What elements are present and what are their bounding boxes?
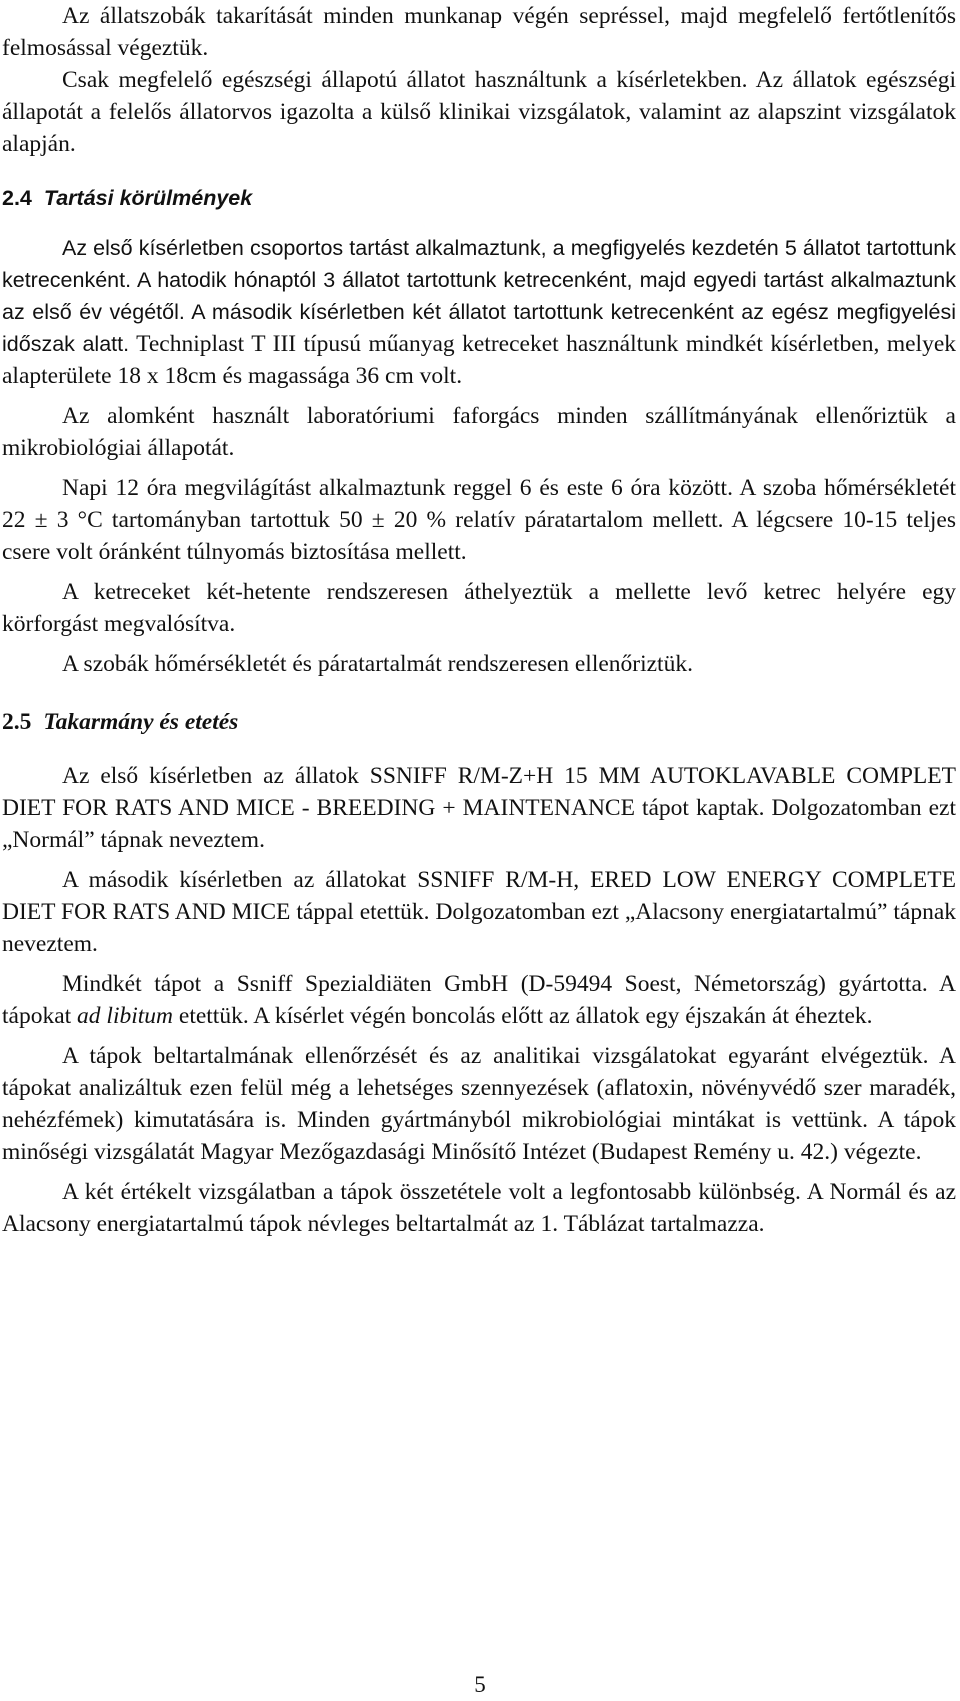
housing-text-serif: Techniplast T III típusú műanyag ketreceket használtunk mindkét kísérletben, melyek alapterülete 18 x 18cm és magassága 36 cm volt. xyxy=(2,331,956,389)
section-number: 2.5 xyxy=(2,709,32,735)
section-heading-2-5 xyxy=(2,706,956,738)
housing-text-sans: Az első kísérletben csoportos tartást alkalmaztunk, a megfigyelés kezdetén 5 állatot tartottunk ketrecenként. A hatodik hónaptól 3 állatot tartottunk ketrecenként, majd egyedi tartást alkalmaztunk az első év végétől. A második kísérletben két állatot tartottunk ketrecenként az egész megfigyelési időszak alatt. xyxy=(2,236,956,356)
paragraph-composition: A két értékelt vizsgálatban a tápok összetétele volt a legfontosabb különbség. A Normál és az Alacsony energiatartalmú tápok névleges beltartalmát az 1. Táblázat tartalmazza. xyxy=(2,1179,956,1237)
manufacturer-text-a: Mindkét tápot a Ssniff Spezialdiäten GmbH (D-59494 Soest, Németország) gyártotta. A tápokat xyxy=(2,971,956,1029)
paragraph-monitoring: A szobák hőmérsékletét és páratartalmát rendszeresen ellenőriztük. xyxy=(62,651,693,677)
paragraph-diet-first: Az első kísérletben az állatok SSNIFF R/M-Z+H 15 MM AUTOKLAVABLE COMPLET DIET FOR RATS AND MICE - BREEDING + MAINTENANCE tápot kaptak. Dolgozatomban ezt „Normál” tápnak neveztem. xyxy=(2,763,956,853)
ad-libitum-term: ad libitum xyxy=(77,1003,174,1029)
paragraph-cleaning: Az állatszobák takarítását minden munkanap végén sepréssel, majd megfelelő fertőtlenítős felmosással végeztük. xyxy=(2,3,956,61)
section-title: Tartási körülmények xyxy=(43,186,253,210)
paragraph-analysis: A tápok beltartalmának ellenőrzését és az analitikai vizsgálatokat egyaránt elvégeztük. A tápokat analizáltuk ezen felül még a lehetséges szennyezések (aflatoxin, növényvédő szer maradék, nehézfémek) kimutatására is. Minden gyártmányból mikrobiológiai mintákat is vettünk. A tápok minőségi vizsgálatát Magyar Mezőgazdasági Minősítő Intézet (Budapest Remény u. 42.) végezte. xyxy=(2,1043,956,1165)
section-heading-2-4 xyxy=(2,182,956,214)
manufacturer-text-b: etettük. A kísérlet végén boncolás előtt az állatok egy éjszakán át éheztek. xyxy=(173,1003,873,1029)
paragraph-manufacturer xyxy=(2,968,956,1032)
paragraph-housing xyxy=(2,232,956,392)
paragraph-cage-rotation: A ketreceket két-hetente rendszeresen áthelyeztük a mellette levő ketrec helyére egy körforgást megvalósítva. xyxy=(2,579,956,637)
paragraph-health: Csak megfelelő egészségi állapotú állatot használtunk a kísérletekben. Az állatok egészségi állapotát a felelős állatorvos igazolta a külső klinikai vizsgálatok, valamint az alapszint vizsgálatok alapján. xyxy=(2,67,956,157)
section-number: 2.4 xyxy=(2,186,32,210)
section-title: Takarmány és etetés xyxy=(43,709,239,735)
paragraph-diet-second: A második kísérletben az állatokat SSNIFF R/M-H, ERED LOW ENERGY COMPLETE DIET FOR RATS AND MICE táppal etettük. Dolgozatomban ezt „Alacsony energiatartalmú” tápnak neveztem. xyxy=(2,867,956,957)
paragraph-bedding: Az alomként használt laboratóriumi faforgács minden szállítmányának ellenőriztük a mikrobiológiai állapotát. xyxy=(2,403,956,461)
paragraph-lighting: Napi 12 óra megvilágítást alkalmaztunk reggel 6 és este 6 óra között. A szoba hőmérsékletét 22 ± 3 °C tartományban tartottuk 50 ± 20 % relatív páratartalom mellett. A légcsere 10-15 teljes csere volt óránként túlnyomás biztosítása mellett. xyxy=(2,475,956,565)
page-number: 5 xyxy=(474,1672,486,1697)
